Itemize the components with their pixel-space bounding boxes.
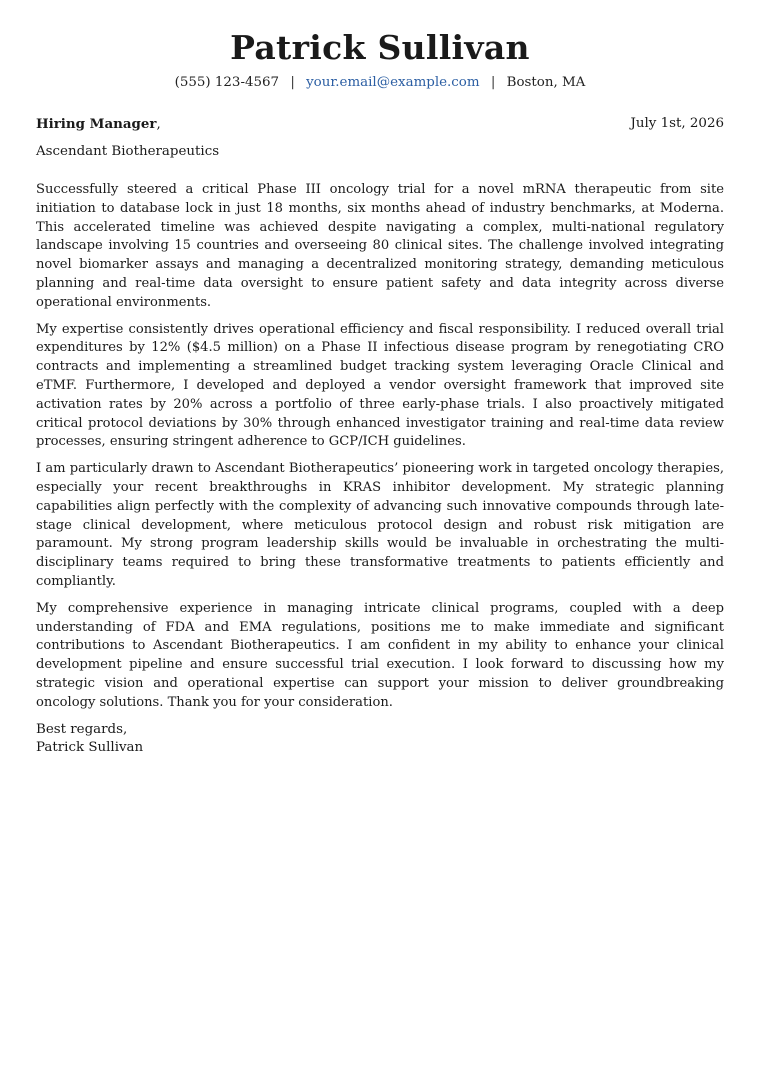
body-paragraph: My expertise consistently drives operational efficiency and fiscal responsibility. I reduced overall trial expenditures by 12% ($4.5 million) on a Phase II infectious disease program by renegotiating CRO contracts and implementing a streamlined budget tracking system leveraging Oracle Clinical and eTMF. Furthermore, I developed and deployed a vendor oversight framework that improved site activation rates by 20% across a portfolio of three early-phase trials. I also proactively mitigated critical protocol deviations by 30% through enhanced investigator training and real-time data review processes, ensuring stringent adherence to GCP/ICH guidelines.: [36, 321, 724, 450]
cover-letter-page: [36, 26, 724, 758]
contact-separator: |: [490, 75, 496, 90]
letter-closing: [36, 721, 724, 759]
recipient-date-row: [36, 115, 724, 134]
letter-body: [36, 181, 724, 713]
body-paragraph: My comprehensive experience in managing intricate clinical programs, coupled with a deep understanding of FDA and EMA regulations, positions me to make immediate and significant contributions to Ascendant Biotherapeutics. I am confident in my ability to enhance your clinical development pipeline and ensure successful trial execution. I look forward to discussing how my strategic vision and operational expertise can support your mission to deliver groundbreaking oncology solutions. Thank you for your consideration.: [36, 600, 724, 710]
applicant-name: Patrick Sullivan: [230, 28, 530, 67]
recipient-company: Ascendant Biotherapeutics: [36, 144, 220, 159]
letter-date: July 1st, 2026: [630, 116, 724, 131]
recipient-line: [36, 115, 161, 134]
signature: Patrick Sullivan: [36, 740, 144, 756]
location: Boston, MA: [506, 75, 586, 90]
contact-line: [36, 74, 724, 92]
recipient-title: Hiring Manager: [36, 116, 157, 132]
contact-separator: |: [290, 75, 295, 90]
email-link[interactable]: your.email@example.com: [306, 75, 480, 90]
body-paragraph: I am particularly drawn to Ascendant Biotherapeutics’ pioneering work in targeted oncology therapies, especially your recent breakthroughs in KRAS inhibitor development. My strategic planning capabilities align perfectly with the complexity of advancing such innovative compounds through late-stage clinical development, where meticulous protocol design and robust risk mitigation are paramount. My strong program leadership skills would be invaluable in orchestrating the multi-disciplinary teams required to bring these transformative treatments to patients efficiently and compliantly.: [36, 461, 724, 589]
body-paragraph: Successfully steered a critical Phase III oncology trial for a novel mRNA therapeutic from site initiation to database lock in just 18 months, six months ahead of industry benchmarks, at Moderna. This accelerated timeline was achieved despite navigating a complex, multi-national regulatory landscape involving 15 countries and overseeing 80 clinical sites. The challenge involved integrating novel biomarker assays and managing a decentralized monitoring strategy, demanding meticulous planning and real-time data oversight to ensure patient safety and data integrity across diverse operational environments.: [36, 182, 724, 310]
recipient-comma: ,: [156, 117, 161, 132]
valediction: Best regards,: [36, 721, 128, 737]
phone-number: (555) 123-4567: [174, 75, 280, 90]
